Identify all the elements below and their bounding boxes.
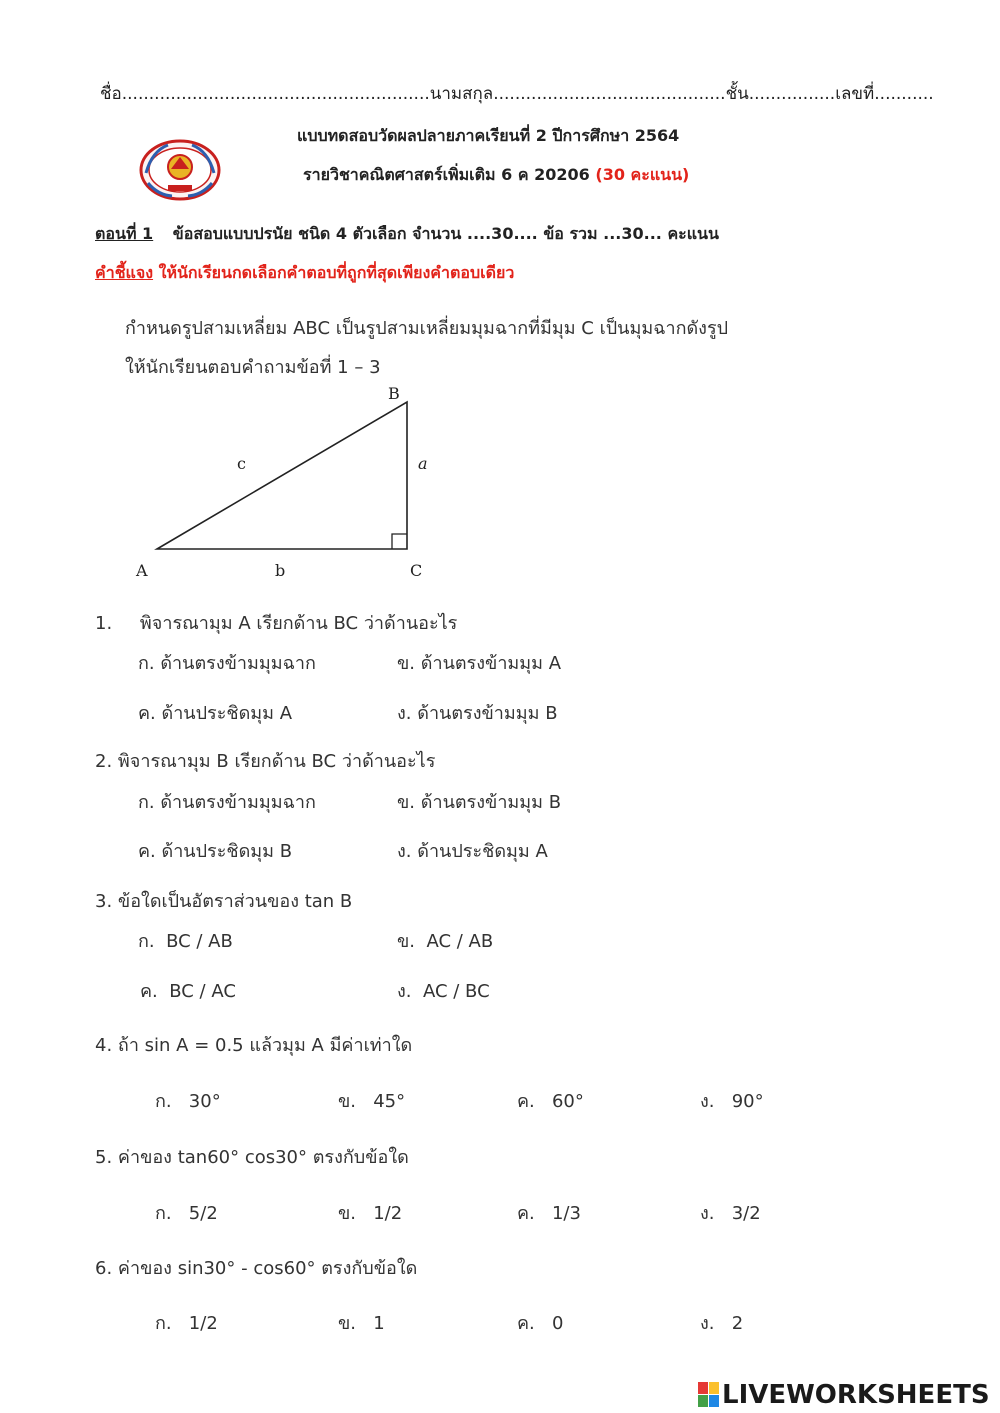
- question-text: ค่าของ sin30° - cos60° ตรงกับข้อใด: [117, 1258, 418, 1279]
- option-letter: ก.: [155, 1313, 172, 1334]
- question-text: ข้อใดเป็นอัตราส่วนของ tan B: [117, 891, 353, 912]
- question-number: 2.: [95, 751, 113, 772]
- option-letter: ค.: [517, 1091, 535, 1112]
- option-letter: ข.: [397, 931, 416, 952]
- option-text: 2: [731, 1313, 744, 1334]
- option-text: ด้านตรงข้ามมุม A: [420, 653, 562, 674]
- instructions-line: [95, 261, 514, 286]
- option-letter: ก.: [155, 1203, 172, 1224]
- question-number: 4.: [95, 1035, 113, 1056]
- q4-option-d[interactable]: [700, 1086, 764, 1115]
- option-text: 90°: [731, 1091, 764, 1112]
- option-text: ด้านประชิดมุม B: [161, 841, 293, 862]
- q5-option-d[interactable]: [700, 1198, 761, 1227]
- question-1: [95, 608, 457, 637]
- question-text: พิจารณามุม A เรียกด้าน BC ว่าด้านอะไร: [139, 613, 458, 634]
- subject-title-main: รายวิชาคณิตศาสตร์เพิ่มเติม 6 ค 20206: [303, 165, 590, 184]
- option-text: BC / AB: [166, 931, 233, 952]
- instructions-label: คำชี้แจง: [95, 263, 154, 282]
- q4-option-a[interactable]: [155, 1086, 221, 1115]
- option-text: 0: [551, 1313, 564, 1334]
- q2-option-a[interactable]: [138, 787, 316, 816]
- option-letter: ค.: [517, 1203, 535, 1224]
- question-number: 3.: [95, 891, 113, 912]
- option-letter: ข.: [397, 792, 416, 813]
- question-6: [95, 1253, 417, 1282]
- option-text: 1/2: [373, 1203, 403, 1224]
- q3-option-a[interactable]: [138, 926, 233, 955]
- q2-option-b[interactable]: [397, 787, 561, 816]
- student-info-line: ชื่อ.........................................................นามสกุล...........................................ชั้น................เลขที่...........: [100, 84, 934, 104]
- option-letter: ง.: [700, 1091, 715, 1112]
- q6-option-a[interactable]: [155, 1308, 218, 1337]
- q3-option-b[interactable]: [397, 926, 493, 955]
- triangle-figure: [130, 380, 440, 585]
- question-number: 1.: [95, 613, 113, 634]
- option-letter: ง.: [700, 1313, 715, 1334]
- option-letter: ก.: [155, 1091, 172, 1112]
- liveworksheets-logo-icon: [698, 1382, 720, 1408]
- instructions-text: ให้นักเรียนกดเลือกคำตอบที่ถูกที่สุดเพียงคำตอบเดียว: [158, 263, 515, 282]
- vertex-b-label: B: [388, 384, 400, 403]
- option-text: ด้านตรงข้ามมุมฉาก: [160, 792, 316, 813]
- q6-option-b[interactable]: [338, 1308, 385, 1337]
- q2-option-c[interactable]: [138, 836, 292, 865]
- liveworksheets-brand[interactable]: [698, 1378, 990, 1412]
- q5-option-b[interactable]: [338, 1198, 402, 1227]
- q1-option-c[interactable]: [138, 698, 292, 727]
- question-5: [95, 1142, 409, 1171]
- option-letter: ก.: [138, 792, 155, 813]
- option-letter: ง.: [397, 703, 412, 724]
- q4-option-b[interactable]: [338, 1086, 405, 1115]
- option-text: 3/2: [731, 1203, 761, 1224]
- option-text: ด้านตรงข้ามมุมฉาก: [160, 653, 316, 674]
- q1-option-b[interactable]: [397, 648, 561, 677]
- q6-option-c[interactable]: [517, 1308, 563, 1337]
- q1-option-d[interactable]: [397, 698, 558, 727]
- side-a-label: a: [418, 454, 428, 473]
- school-emblem-icon: [138, 139, 222, 201]
- q3-option-d[interactable]: [397, 976, 490, 1005]
- q2-option-d[interactable]: [397, 836, 548, 865]
- question-text: ค่าของ tan60° cos30° ตรงกับข้อใด: [117, 1147, 409, 1168]
- question-text: พิจารณามุม B เรียกด้าน BC ว่าด้านอะไร: [117, 751, 436, 772]
- option-text: ด้านประชิดมุม A: [417, 841, 548, 862]
- option-letter: ค.: [517, 1313, 535, 1334]
- option-text: BC / AC: [169, 981, 236, 1002]
- option-letter: ง.: [397, 981, 412, 1002]
- option-text: 45°: [373, 1091, 406, 1112]
- question-text: ถ้า sin A = 0.5 แล้วมุม A มีค่าเท่าใด: [117, 1035, 413, 1056]
- part1-line: [95, 222, 719, 247]
- option-text: 1/2: [188, 1313, 218, 1334]
- part1-description: ข้อสอบแบบปรนัย ชนิด 4 ตัวเลือก จำนวน ....30.... ข้อ รวม ...30... คะแนน: [172, 224, 719, 243]
- option-text: ด้านประชิดมุม A: [161, 703, 293, 724]
- q1-option-a[interactable]: [138, 648, 316, 677]
- option-letter: ง.: [700, 1203, 715, 1224]
- option-letter: ข.: [397, 653, 416, 674]
- school-logo: [138, 139, 222, 201]
- option-text: 5/2: [188, 1203, 218, 1224]
- q6-option-d[interactable]: [700, 1308, 743, 1337]
- intro-line1: กำหนดรูปสามเหลี่ยม ABC เป็นรูปสามเหลี่ยมมุมฉากที่มีมุม C เป็นมุมฉากดังรูป: [125, 318, 729, 339]
- option-text: ด้านตรงข้ามมุม B: [420, 792, 562, 813]
- q4-option-c[interactable]: [517, 1086, 584, 1115]
- side-b-label: b: [275, 561, 286, 580]
- option-letter: ค.: [138, 841, 156, 862]
- option-letter: ก.: [138, 653, 155, 674]
- q5-option-c[interactable]: [517, 1198, 581, 1227]
- triangle-abc: [157, 402, 407, 549]
- option-text: 30°: [188, 1091, 221, 1112]
- question-4: [95, 1030, 412, 1059]
- question-number: 5.: [95, 1147, 113, 1168]
- option-letter: ข.: [338, 1313, 357, 1334]
- option-letter: ง.: [397, 841, 412, 862]
- q3-option-c[interactable]: [140, 976, 236, 1005]
- option-text: 1: [373, 1313, 385, 1334]
- part1-label: ตอนที่ 1: [95, 224, 154, 243]
- question-3: [95, 886, 352, 915]
- option-text: ด้านตรงข้ามมุม B: [417, 703, 558, 724]
- vertex-c-label: C: [410, 561, 423, 580]
- question-number: 6.: [95, 1258, 113, 1279]
- option-letter: ข.: [338, 1091, 357, 1112]
- option-text: 60°: [551, 1091, 584, 1112]
- option-letter: ก.: [138, 931, 155, 952]
- vertex-a-label: A: [136, 561, 148, 580]
- option-letter: ข.: [338, 1203, 357, 1224]
- question-2: [95, 746, 435, 775]
- right-angle-marker: [392, 534, 407, 549]
- exam-title: แบบทดสอบวัดผลปลายภาคเรียนที่ 2 ปีการศึกษา 2564: [297, 126, 680, 145]
- intro-line2: ให้นักเรียนตอบคำถามข้อที่ 1 – 3: [125, 357, 381, 378]
- q5-option-a[interactable]: [155, 1198, 218, 1227]
- subject-title: [303, 163, 689, 188]
- option-text: 1/3: [551, 1203, 581, 1224]
- subject-score: (30 คะแนน): [595, 165, 690, 184]
- option-text: AC / BC: [422, 981, 490, 1002]
- side-c-label: c: [237, 454, 246, 473]
- option-letter: ค.: [140, 981, 158, 1002]
- option-text: AC / AB: [426, 931, 494, 952]
- liveworksheets-wordmark: LIVEWORKSHEETS: [722, 1380, 990, 1410]
- option-letter: ค.: [138, 703, 156, 724]
